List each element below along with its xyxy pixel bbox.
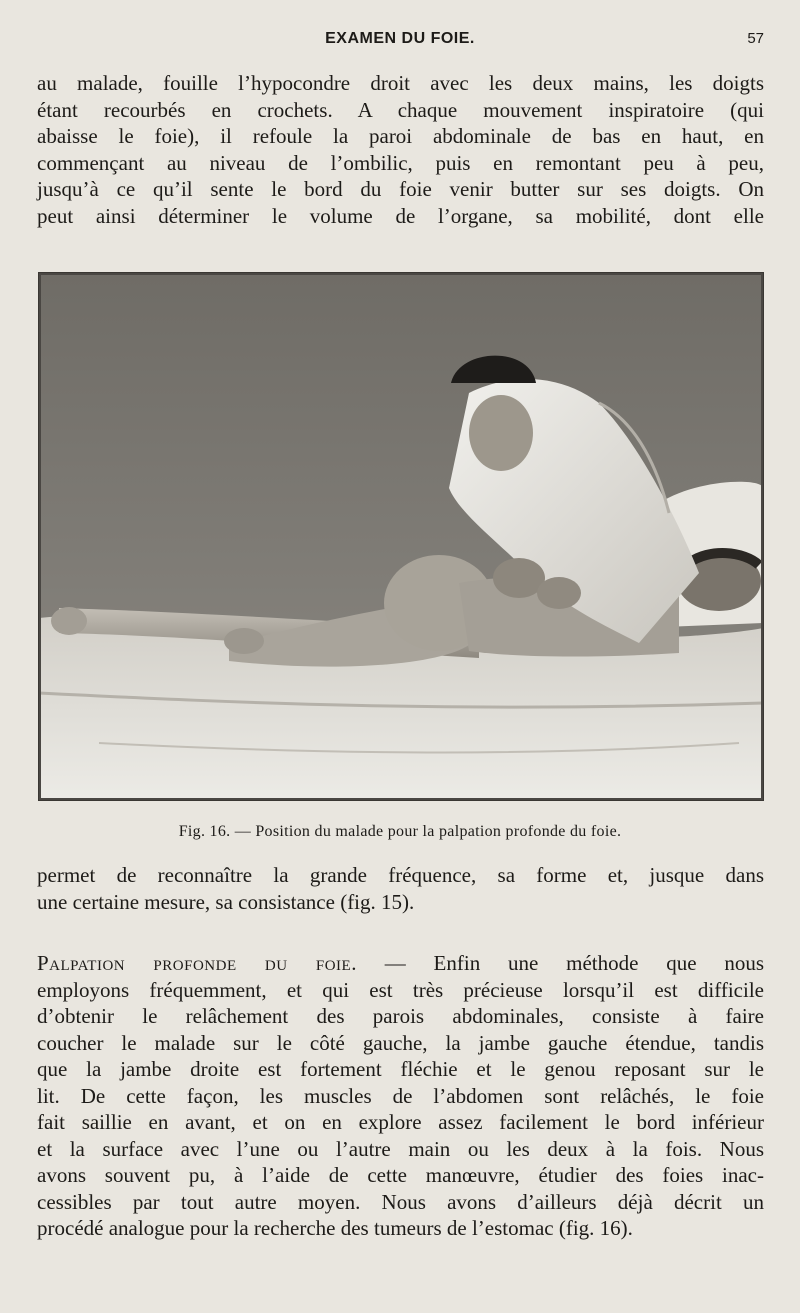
text-line: coucher le malade sur le côté gauche, la jambe gauche étendue, tandis [37, 1030, 764, 1055]
palpation-photo-illustration [39, 273, 763, 800]
text-line: au malade, fouille l’hypocondre droit avec les deux mains, les doigts [37, 71, 764, 95]
text-line: une certaine mesure, sa consistance (fig. 15). [37, 889, 415, 914]
running-title: EXAMEN DU FOIE. [325, 30, 475, 47]
paragraph-top [37, 70, 764, 229]
page-number: 57 [747, 30, 764, 47]
text-line: employons fréquemment, et qui est très précieuse lorsqu’il est difficile [37, 977, 764, 1002]
text-line: commençant au niveau de l’ombilic, puis en remontant peu à peu, [37, 150, 764, 175]
text-line: d’obtenir le relâchement des parois abdominales, consiste à faire [37, 1004, 764, 1028]
text-line: abaisse le foie), il refoule la paroi abdominale de bas en haut, en [37, 124, 764, 148]
text-line: avons souvent pu, à l’aide de cette manœuvre, étudier des foies inac- [37, 1163, 764, 1187]
text-line: peut ainsi déterminer le volume de l’organe, sa mobilité, dont elle [37, 203, 764, 228]
figure-caption: Fig. 16. — Position du malade pour la palpation profonde du foie. [178, 823, 622, 840]
text-line: jusqu’à ce qu’il sente le bord du foie venir butter sur ses doigts. On [37, 177, 764, 201]
text-line-first [37, 950, 764, 977]
text-line: permet de reconnaître la grande fréquence, sa forme et, jusque dans [37, 863, 764, 887]
text-fragment: — Enfin une méthode que nous [384, 951, 765, 975]
text-line: étant recourbés en crochets. A chaque mouvement inspiratoire (qui [37, 97, 764, 122]
text-line: cessibles par tout autre moyen. Nous avons d’ailleurs déjà décrit un [37, 1189, 764, 1214]
figure-photograph [38, 272, 764, 801]
section-heading: Palpation profonde du foie. [37, 951, 357, 975]
paragraph-bottom [37, 950, 764, 1242]
text-line: fait saillie en avant, et on en explore assez facilement le bord inférieur [37, 1110, 764, 1134]
text-line: que la jambe droite est fortement fléchie et le genou reposant sur le [37, 1057, 764, 1081]
paragraph-middle [37, 862, 764, 915]
text-line: lit. De cette façon, les muscles de l’abdomen sont relâchés, le foie [37, 1083, 764, 1108]
text-line: procédé analogue pour la recherche des tumeurs de l’estomac (fig. 16). [37, 1216, 633, 1240]
running-header [0, 30, 800, 54]
text-line: et la surface avec l’une ou l’autre main ou les deux à la fois. Nous [37, 1136, 764, 1161]
